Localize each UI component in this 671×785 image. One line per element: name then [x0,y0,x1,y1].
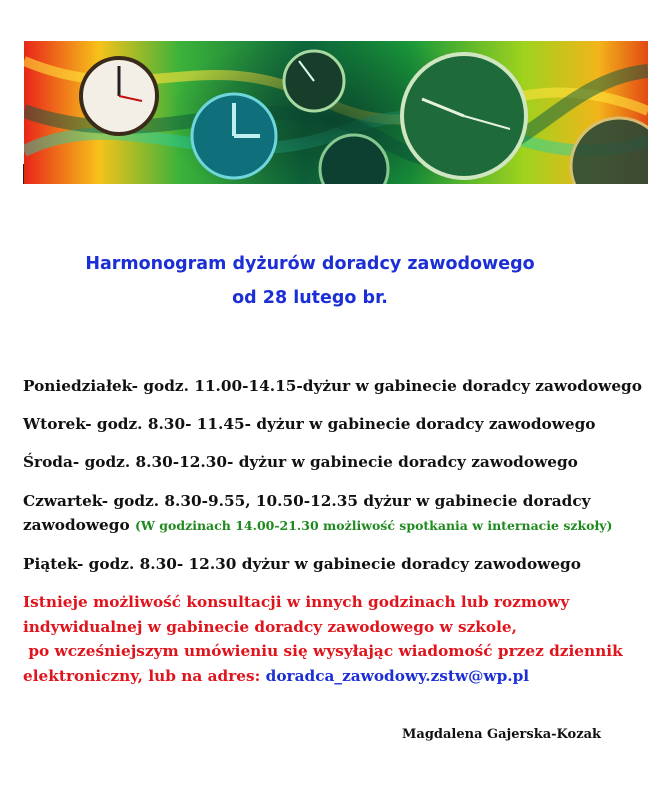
schedule-thursday [23,489,612,538]
notice-line-2: indywidualnej w gabinecie doradcy zawodowego w szkole, [23,617,517,636]
clocks-banner-illustration [24,41,648,184]
schedule-wednesday: Środa- godz. 8.30-12.30- dyżur w gabinecie doradcy zawodowego [23,453,578,471]
schedule-monday: Poniedziałek- godz. 11.00-14.15-dyżur w gabinecie doradcy zawodowego [23,377,642,395]
schedule-tuesday: Wtorek- godz. 8.30- 11.45- dyżur w gabinecie doradcy zawodowego [23,415,596,433]
clocks-banner-image [24,41,648,184]
notice-line-3: po wcześniejszym umówieniu się wysyłając wiadomość przez dziennik [23,642,623,660]
internat-note: (W godzinach 14.00-21.30 możliwość spotkania w internacie szkoły) [135,518,613,533]
page-subtitle: od 28 lutego br. [232,288,388,308]
consultation-notice [23,590,623,688]
notice-line-1: Istnieje możliwość konsultacji w innych godzinach lub rozmowy [23,593,570,611]
notice-line-4 [23,664,623,689]
banner-edge-line [23,164,24,184]
notice-line-4-prefix: elektroniczny, lub na adres: [23,666,266,685]
signature: Magdalena Gajerska-Kozak [402,727,602,742]
schedule-thursday-text: Czwartek- godz. 8.30-9.55, 10.50-12.35 dyżur w gabinecie doradcy [23,492,591,510]
schedule-friday: Piątek- godz. 8.30- 12.30 dyżur w gabinecie doradcy zawodowego [23,555,581,573]
schedule-thursday-text-cont: zawodowego [23,516,130,534]
page-title: Harmonogram dyżurów doradcy zawodowego [85,254,535,274]
contact-email-link[interactable]: doradca_zawodowy.zstw@wp.pl [265,666,530,685]
